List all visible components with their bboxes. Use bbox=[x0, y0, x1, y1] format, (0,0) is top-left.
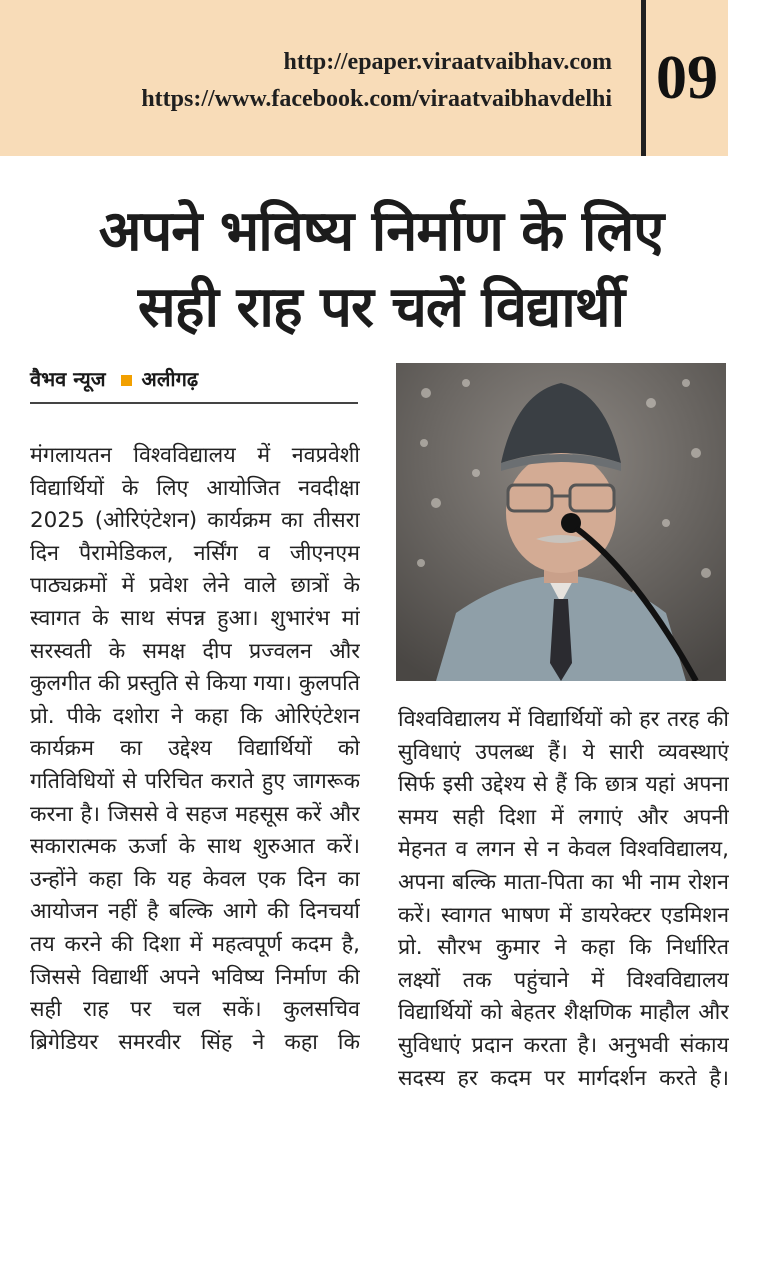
byline bbox=[30, 364, 358, 394]
article-body-left: मंगलायतन विश्वविद्यालय में नवप्रवेशी विद्यार्थियों के लिए आयोजित नवदीक्षा 2025 (ओरिएंटेशन) कार्यक्रम का तीसरा दिन पैरामेडिकल, नर्सिंग व जीएनएम पाठ्यक्रमों में प्रवेश लेने वाले छात्रों के स्वागत के साथ संपन्न हुआ। शुभारंभ मां सरस्वती के समक्ष दीप प्रज्वलन और कुलगीत की प्रस्तुति से किया गया। कुलपति प्रो. पीके दशोरा ने कहा कि ओरिएंटेशन कार्यक्रम का उद्देश्य विद्यार्थियों को गतिविधियों से परिचित कराते हुए जागरूक करना है। जिससे वे सहज महसूस करें और सकारात्मक ऊर्जा के साथ शुरुआत करें। उन्होंने कहा कि यह केवल एक दिन का आयोजन नहीं है बल्कि आगे की दिनचर्या तय करने की दिशा में महत्वपूर्ण कदम है, जिससे विद्यार्थी अपने भविष्य निर्माण की सही राह पर चल सकें। कुलसचिव ब्रिगेडियर समरवीर सिंह ने कहा कि bbox=[30, 443, 360, 1055]
byline-place: अलीगढ़ bbox=[141, 367, 199, 391]
headline-line-2: सही राह पर चलें विद्यार्थी bbox=[137, 275, 625, 340]
byline-divider bbox=[30, 402, 358, 404]
facebook-url[interactable]: https://www.facebook.com/viraatvaibhavdelhi bbox=[141, 86, 612, 112]
article-photo bbox=[396, 363, 726, 681]
epaper-url[interactable]: http://epaper.viraatvaibhav.com bbox=[283, 49, 612, 75]
article-body-right: विश्वविद्यालय में विद्यार्थियों को हर तरह की सुविधाएं उपलब्ध हैं। ये सारी व्यवस्थाएं सिर्फ इसी उद्देश्य से हैं कि छात्र यहां अपना समय सही दिशा में लगाएं और अपनी मेहनत व लगन से न केवल विश्वविद्यालय, अपना बल्कि माता-पिता का भी नाम रोशन करें। स्वागत भाषण में डायरेक्टर एडमिशन प्रो. सौरभ कुमार ने कहा कि निर्धारित लक्ष्यों तक पहुंचाने में विश्वविद्यालय विद्यार्थियों को बेहतर शैक्षणिक माहौल और सुविधाएं प्रदान करता है। अनुभवी संकाय सदस्य हर कदम पर मार्गदर्शन करते है। bbox=[398, 707, 729, 1091]
byline-square-icon bbox=[121, 375, 132, 386]
speaker-photo-illustration bbox=[396, 363, 726, 681]
byline-source: वैभव न्यूज bbox=[30, 367, 106, 391]
page-number: 09 bbox=[656, 44, 718, 112]
headline-line-1: अपने भविष्य निर्माण के लिए bbox=[98, 199, 664, 264]
headline bbox=[0, 194, 762, 346]
masthead-urls bbox=[141, 44, 612, 118]
